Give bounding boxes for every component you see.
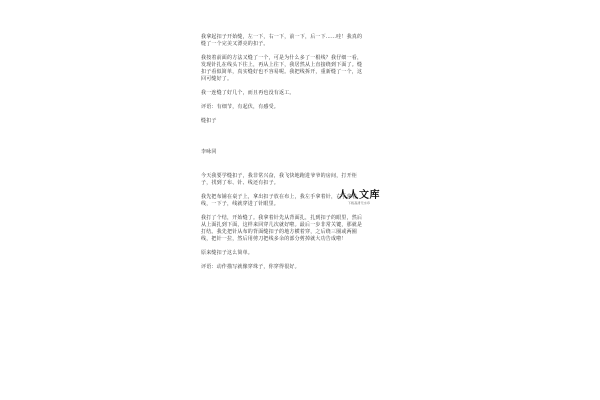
text-line: 我先把布铺在桌子上，拿出扣子放在布上，我左手拿着针，右手拿着 (201, 194, 358, 200)
text-line: 原来缝扣子这么简单。 (201, 250, 254, 256)
text-line: 我拿起扣子开始缝，左一下，右一下，前一下，后一下……哇！我真的 (201, 34, 363, 40)
paragraph-2 (201, 55, 409, 83)
comment-text: 评语：有细节，有起伏，有感受。 (201, 104, 280, 110)
author-text: 李咏同 (201, 149, 217, 155)
section-title (201, 118, 409, 125)
text-line: 子，找到了布、针、线还有扣子。 (201, 180, 280, 186)
section-title-text: 缝扣子 (201, 118, 217, 124)
text-line: 我一连缝了好几个，而且再也没有返工。 (201, 90, 295, 96)
text-line: 从上面扎到下面，这样来回穿几次就好啦。最后一步非常关键，那就是 (201, 222, 363, 228)
text-line: 扣子看似简单，真实缝好也不容易呢。我把线拆开，重新缝了一个，这 (201, 69, 363, 75)
watermark-title: 人人文库 (338, 190, 380, 201)
text-line: 打结。我先把针从布的背面缝扣子的地方横着穿，之后绕三圈或两圈 (201, 229, 358, 235)
text-line: 我按着前面的方法又缝了一个，可是为什么多了一根线？我仔细一看， (201, 55, 363, 61)
text-line: 今天我要学缝扣子，我非常兴奋，我飞快地跑进爷爷的房间，打开柜 (201, 173, 358, 179)
text-line: 回可缝好了。 (201, 76, 233, 82)
text-line: 缝了一个完美又漂亮的扣子。 (201, 41, 269, 47)
text-line: 线，一下子，线就穿进了针眼里。 (201, 201, 280, 207)
text-line: 线，把针一拉，然后用剪刀把线多余的部分剪掉就大功告成啦！ (201, 236, 347, 242)
paragraph-1 (201, 34, 409, 48)
document-body (201, 34, 409, 278)
paragraph-6 (201, 215, 409, 243)
paragraph-4 (201, 173, 409, 187)
watermark-subtitle: 下载高清无水印 (347, 201, 371, 205)
comment-1 (201, 104, 409, 111)
comment-text: 评语：动作描写就像穿珠子，你穿得很好。 (201, 264, 300, 270)
comment-2 (201, 264, 409, 271)
watermark-logo (335, 190, 383, 205)
author-name (201, 149, 409, 156)
paragraph-3 (201, 90, 409, 97)
text-line: 我打了个结，开始缝了。我拿着针先从背面扎，扎到扣子的眼里，然后 (201, 215, 363, 221)
paragraph-7 (201, 250, 409, 257)
text-line: 发现针扎在线头下往上，再从上往下，我居然从上直接绕到下面了。缝 (201, 62, 363, 68)
